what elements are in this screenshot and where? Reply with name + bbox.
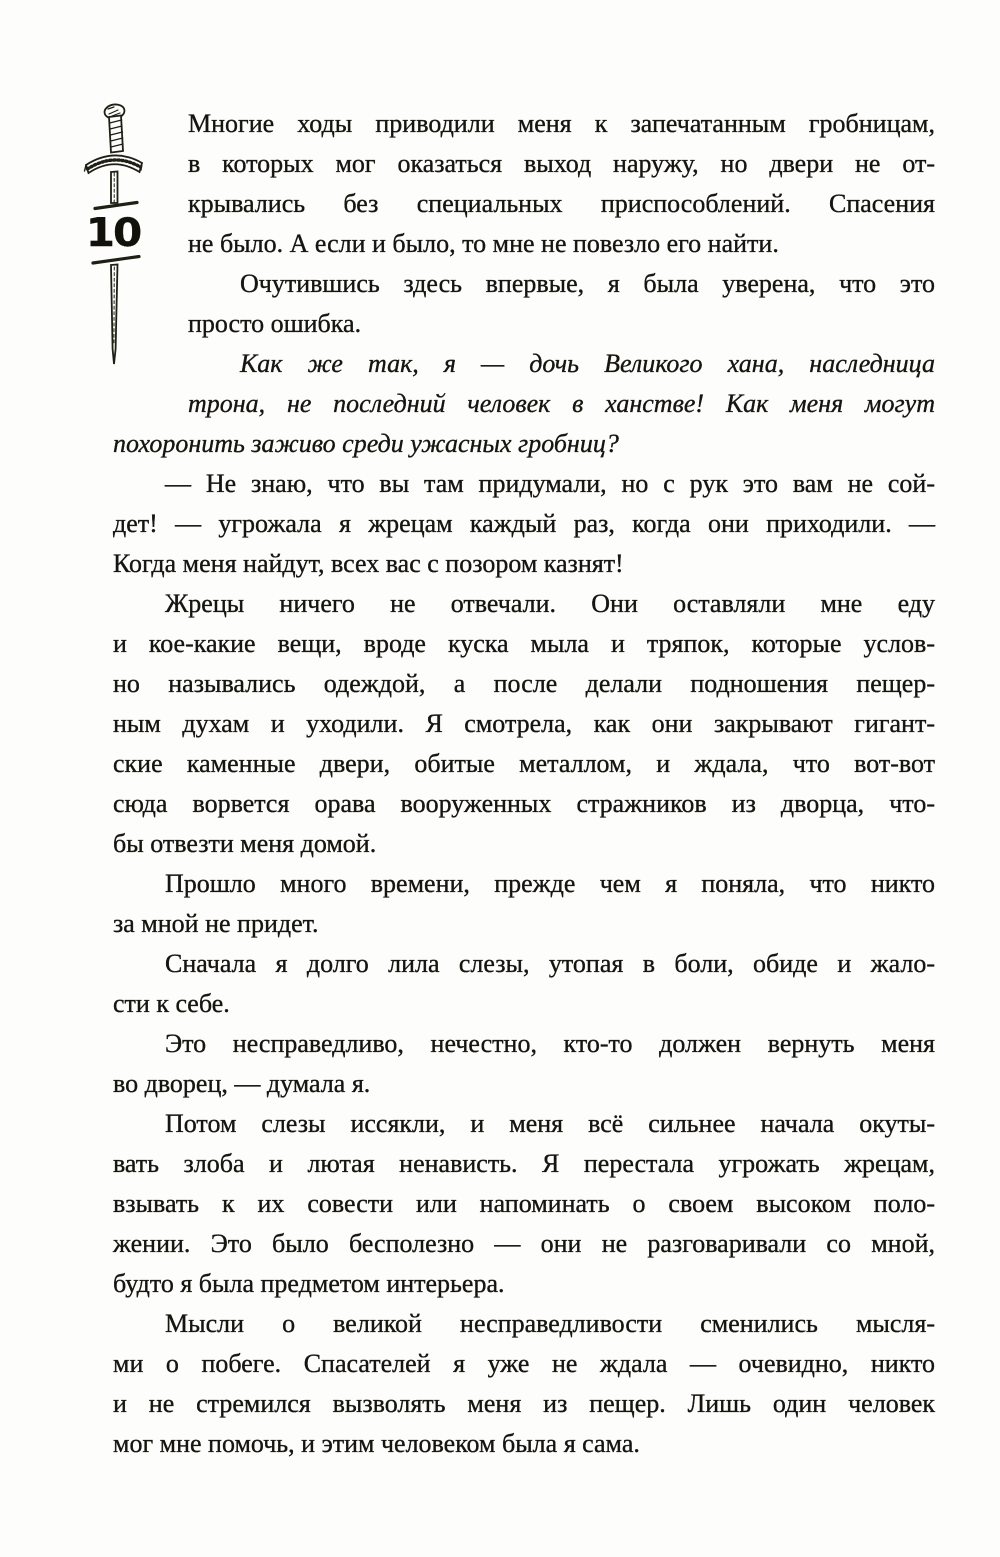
- text-line: сюда ворвется орава вооруженных стражников из дворца, что-: [113, 789, 935, 818]
- text-line: в которых мог оказаться выход наружу, но двери не от-: [188, 149, 935, 178]
- text-line: Жрецы ничего не отвечали. Они оставляли мне еду: [165, 589, 935, 618]
- text-line: крывались без специальных приспособлений. Спасения: [188, 189, 935, 218]
- text-line: и кое-какие вещи, вроде куска мыла и тряпок, которые услов-: [113, 629, 935, 658]
- text-line: вать злоба и лютая ненависть. Я перестала угрожать жрецам,: [113, 1149, 935, 1178]
- text-line: — Не знаю, что вы там придумали, но с рук это вам не сой-: [165, 469, 935, 498]
- ornament-float: [85, 104, 188, 416]
- text-line: но назывались одеждой, а после делали подношения пещер-: [113, 669, 935, 698]
- text-line: Как же так, я — дочь Великого хана, наследница: [240, 349, 935, 378]
- text-line: жении. Это было бесполезно — они не разговаривали со мной,: [113, 1229, 935, 1258]
- text-line: сти к себе.: [113, 989, 230, 1018]
- text-line: Это несправедливо, нечестно, кто-то должен вернуть меня: [165, 1029, 935, 1058]
- text-line: трона, не последний человек в ханстве! Как меня могут: [188, 389, 935, 418]
- text-block: [85, 104, 935, 1464]
- text-line: мог мне помочь, и этим человеком была я сама.: [113, 1429, 640, 1458]
- text-line: бы отвезти меня домой.: [113, 829, 377, 858]
- text-line: Сначала я долго лила слезы, утопая в боли, обиде и жало-: [165, 949, 935, 978]
- sword-ornament: [83, 103, 143, 369]
- text-line: Когда меня найдут, всех вас с позором казнят!: [113, 549, 624, 578]
- text-line: Прошло много времени, прежде чем я поняла, что никто: [165, 869, 935, 898]
- sword-hilt-icon: [83, 103, 143, 211]
- text-line: ным духам и уходили. Я смотрела, как они закрывают гигант-: [113, 709, 935, 738]
- text-line: взывать к их совести или напоминать о своем высоком поло-: [113, 1189, 935, 1218]
- text-line: похоронить заживо среди ужасных гробниц?: [113, 429, 619, 458]
- text-line: Потом слезы иссякли, и меня всё сильнее начала окуты-: [165, 1109, 935, 1138]
- text-line: просто ошибка.: [188, 309, 362, 338]
- text-line: будто я была предметом интерьера.: [113, 1269, 505, 1298]
- text-line: Очутившись здесь впервые, я была уверена, что это: [240, 269, 935, 298]
- text-line: и не стремился вызволять меня из пещер. Лишь один человек: [113, 1389, 935, 1418]
- text-line: Мысли о великой несправедливости сменились мысля-: [165, 1309, 935, 1338]
- text-line: Многие ходы приводили меня к запечатанным гробницам,: [188, 109, 935, 138]
- text-line: за мной не придет.: [113, 909, 319, 938]
- page-number: 10: [85, 209, 141, 256]
- text-line: ми о побеге. Спасателей я уже не ждала — очевидно, никто: [113, 1349, 935, 1378]
- sword-blade-icon: [83, 255, 143, 369]
- text-line: ские каменные двери, обитые металлом, и ждала, что вот-вот: [113, 749, 935, 778]
- text-line: не было. А если и было, то мне не повезло его найти.: [188, 229, 779, 258]
- text-line: во дворец, — думала я.: [113, 1069, 371, 1098]
- text-line: дет! — угрожала я жрецам каждый раз, когда они приходили. —: [113, 509, 935, 538]
